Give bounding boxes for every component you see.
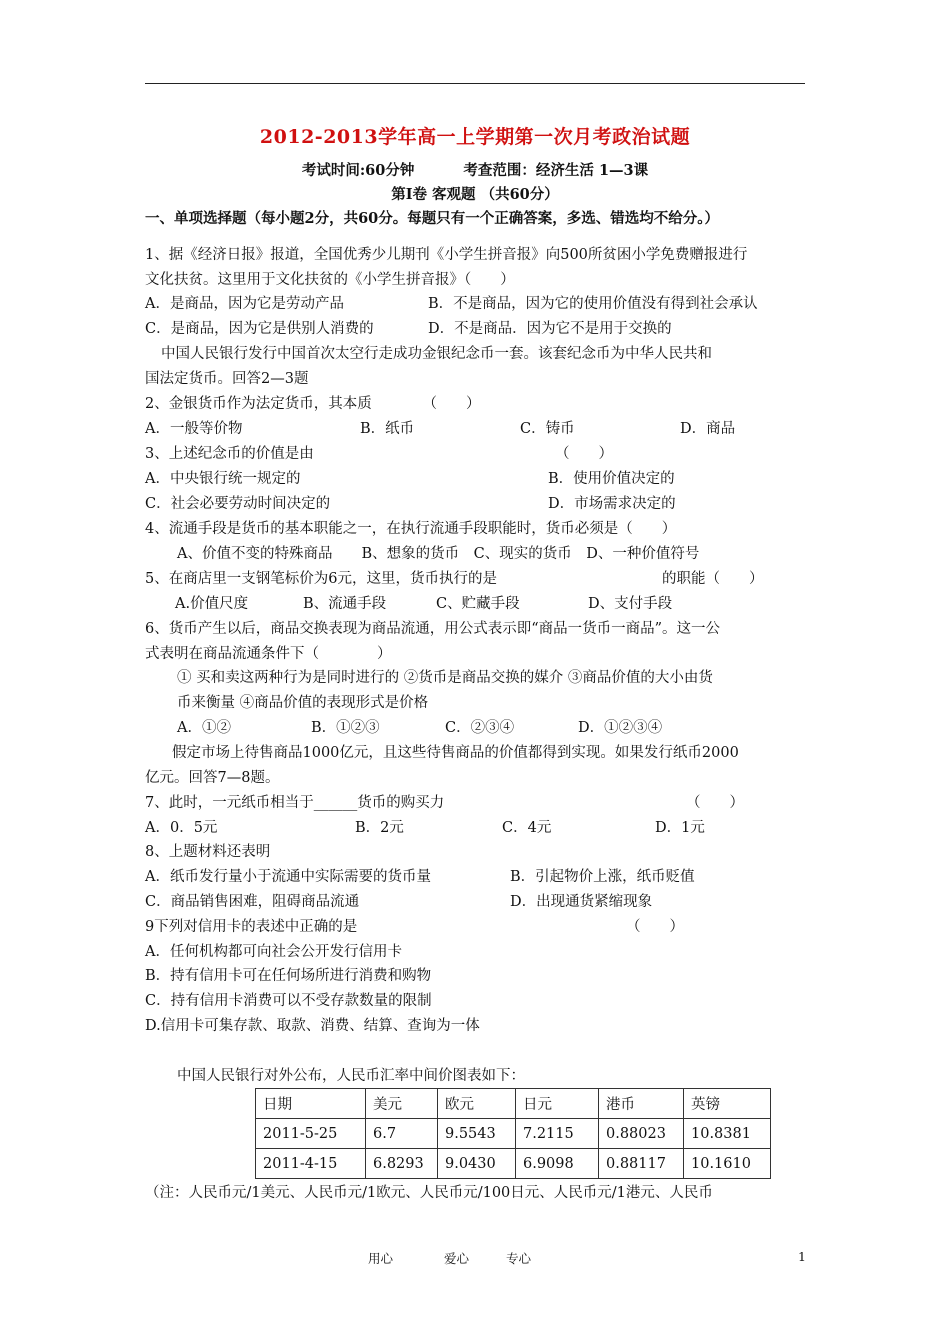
table-row xyxy=(256,1149,771,1179)
q2-option-a: A．一般等价物 xyxy=(145,421,243,437)
q6-statements-line2: 币来衡量 ④商品价值的表现形式是价格 xyxy=(177,695,429,711)
q5-option-d: D、支付手段 xyxy=(588,596,673,612)
exam-info xyxy=(0,159,950,180)
q3-paren: （ ） xyxy=(555,446,613,462)
q1-option-c: C．是商品，因为它是供别人消费的 xyxy=(145,321,374,337)
table-cell: 7.2115 xyxy=(516,1119,599,1149)
q6-option-d: D．①②③④ xyxy=(578,720,663,736)
q8-option-b: B．引起物价上涨，纸币贬值 xyxy=(510,869,695,885)
q2-option-b: B．纸币 xyxy=(360,421,415,437)
q7-stem: 7、此时，一元纸币相当于______货币的购买力 xyxy=(145,795,445,811)
table-cell: 9.0430 xyxy=(438,1149,516,1179)
q5-stem-tail: 的职能（ ） xyxy=(662,571,764,587)
exam-title: 2012-2013学年高一上学期第一次月考政治试题 xyxy=(259,126,691,148)
q7-paren: （ ） xyxy=(686,795,744,811)
material2-line1: 假定市场上待售商品1000亿元，且这些待售商品的价值都得到实现。如果发行纸币2000 xyxy=(172,745,739,761)
q9-option-d: D.信用卡可集存款、取款、消费、结算、查询为一体 xyxy=(145,1018,480,1034)
footer-word-2: 爱心 xyxy=(444,1251,470,1266)
q4-options: A、价值不变的特殊商品 B、想象的货币 C、现实的货币 D、一种价值符号 xyxy=(177,546,700,562)
q9-paren: （ ） xyxy=(626,919,684,935)
material2-line2: 亿元。回答7—8题。 xyxy=(145,770,280,786)
q4-stem: 4、流通手段是货币的基本职能之一，在执行流通手段职能时，货币必须是（ ） xyxy=(145,521,677,537)
q6-stem-line1: 6、货币产生以后，商品交换表现为商品流通，用公式表示即“商品一货币一商品”。这一公 xyxy=(145,621,721,637)
q2-stem: 2、金银货币作为法定货币，其本质 （ ） xyxy=(145,396,481,412)
q1-option-d: D．不是商品．因为它不是用于交换的 xyxy=(428,321,672,337)
q6-stem-line2: 式表明在商品流通条件下（ ） xyxy=(145,646,392,662)
q1-option-a: A．是商品，因为它是劳动产品 xyxy=(145,296,344,312)
q8-option-d: D．出现通货紧缩现象 xyxy=(510,894,653,910)
table-header-row xyxy=(256,1089,771,1119)
table-cell: 6.7 xyxy=(366,1119,438,1149)
section-heading: 一、单项选择题（每小题2分，共60分。每题只有一个正确答案，多选、错选均不给分。） xyxy=(145,210,720,227)
header-usd: 美元 xyxy=(366,1089,438,1119)
q5-option-a: A.价值尺度 xyxy=(175,596,249,612)
header-rule xyxy=(145,83,805,84)
header-eur: 欧元 xyxy=(438,1089,516,1119)
q7-option-b: B．2元 xyxy=(355,820,404,836)
table-cell: 10.1610 xyxy=(684,1149,771,1179)
q9-option-b: B．持有信用卡可在任何场所进行消费和购物 xyxy=(145,968,432,984)
footer-word-1: 用心 xyxy=(368,1251,394,1266)
table-cell: 0.88117 xyxy=(599,1149,684,1179)
q6-option-c: C．②③④ xyxy=(445,720,515,736)
footer-word-3: 专心 xyxy=(506,1251,532,1266)
page-number: 1 xyxy=(798,1249,806,1264)
q7-option-d: D．1元 xyxy=(655,820,705,836)
q1-stem-line1: 1、据《经济日报》报道，全国优秀少儿期刊《小学生拼音报》向500所贫困小学免费赠报进行 xyxy=(145,247,748,263)
q6-option-a: A．①② xyxy=(177,720,231,736)
q3-option-c: C．社会必要劳动时间决定的 xyxy=(145,496,331,512)
exchange-rate-table xyxy=(255,1088,771,1179)
q7-option-c: C．4元 xyxy=(502,820,552,836)
q3-option-d: D．市场需求决定的 xyxy=(548,496,676,512)
q8-option-a: A．纸币发行量小于流通中实际需要的货币量 xyxy=(145,869,431,885)
table-cell: 6.9098 xyxy=(516,1149,599,1179)
exam-scope: 考查范围：经济生活 1—3课 xyxy=(463,162,649,179)
q3-stem: 3、上述纪念币的价值是由 xyxy=(145,446,314,462)
q6-statements-line1: ① 买和卖这两种行为是同时进行的 ②货币是商品交换的媒介 ③商品价值的大小由货 xyxy=(177,670,713,686)
header-date: 日期 xyxy=(256,1089,366,1119)
header-jpy: 日元 xyxy=(516,1089,599,1119)
q7-option-a: A．0．5元 xyxy=(145,820,218,836)
q2-option-d: D．商品 xyxy=(680,421,736,437)
table-cell: 9.5543 xyxy=(438,1119,516,1149)
table-cell: 2011-5-25 xyxy=(256,1119,366,1149)
part-heading: 第Ⅰ卷 客观题 （共60分） xyxy=(391,186,559,203)
q3-option-b: B．使用价值决定的 xyxy=(548,471,675,487)
q1-option-b: B．不是商品，因为它的使用价值没有得到社会承认 xyxy=(428,296,758,312)
header-hkd: 港币 xyxy=(599,1089,684,1119)
table-note: （注：人民币元/1美元、人民币元/1欧元、人民币元/100日元、人民币元/1港元、人民币 xyxy=(145,1185,713,1201)
q9-option-c: C．持有信用卡消费可以不受存款数量的限制 xyxy=(145,993,432,1009)
material1-line1: 中国人民银行发行中国首次太空行走成功金银纪念币一套。该套纪念币为中华人民共和 xyxy=(161,346,712,362)
exam-time: 考试时间:60分钟 xyxy=(301,162,415,179)
table-row xyxy=(256,1119,771,1149)
q8-option-c: C．商品销售困难，阻碍商品流通 xyxy=(145,894,360,910)
header-gbp: 英镑 xyxy=(684,1089,771,1119)
material1-line2: 国法定货币。回答2—3题 xyxy=(145,371,309,387)
table-cell: 2011-4-15 xyxy=(256,1149,366,1179)
table-intro: 中国人民银行对外公布，人民币汇率中间价图表如下： xyxy=(177,1068,525,1084)
q5-option-c: C、贮藏手段 xyxy=(436,596,520,612)
q9-option-a: A．任何机构都可向社会公开发行信用卡 xyxy=(145,944,402,960)
q5-option-b: B、流通手段 xyxy=(303,596,387,612)
table-cell: 6.8293 xyxy=(366,1149,438,1179)
table-cell: 0.88023 xyxy=(599,1119,684,1149)
q3-option-a: A．中央银行统一规定的 xyxy=(145,471,301,487)
q6-option-b: B．①②③ xyxy=(311,720,380,736)
q5-stem: 5、在商店里一支钢笔标价为6元，这里，货币执行的是 xyxy=(145,571,497,587)
q2-option-c: C．铸币 xyxy=(520,421,575,437)
table-cell: 10.8381 xyxy=(684,1119,771,1149)
q8-stem: 8、上题材料还表明 xyxy=(145,844,271,860)
q1-stem-line2: 文化扶贫。这里用于文化扶贫的《小学生拼音报》（ ） xyxy=(145,272,515,288)
q9-stem: 9下列对信用卡的表述中正确的是 xyxy=(145,919,358,935)
